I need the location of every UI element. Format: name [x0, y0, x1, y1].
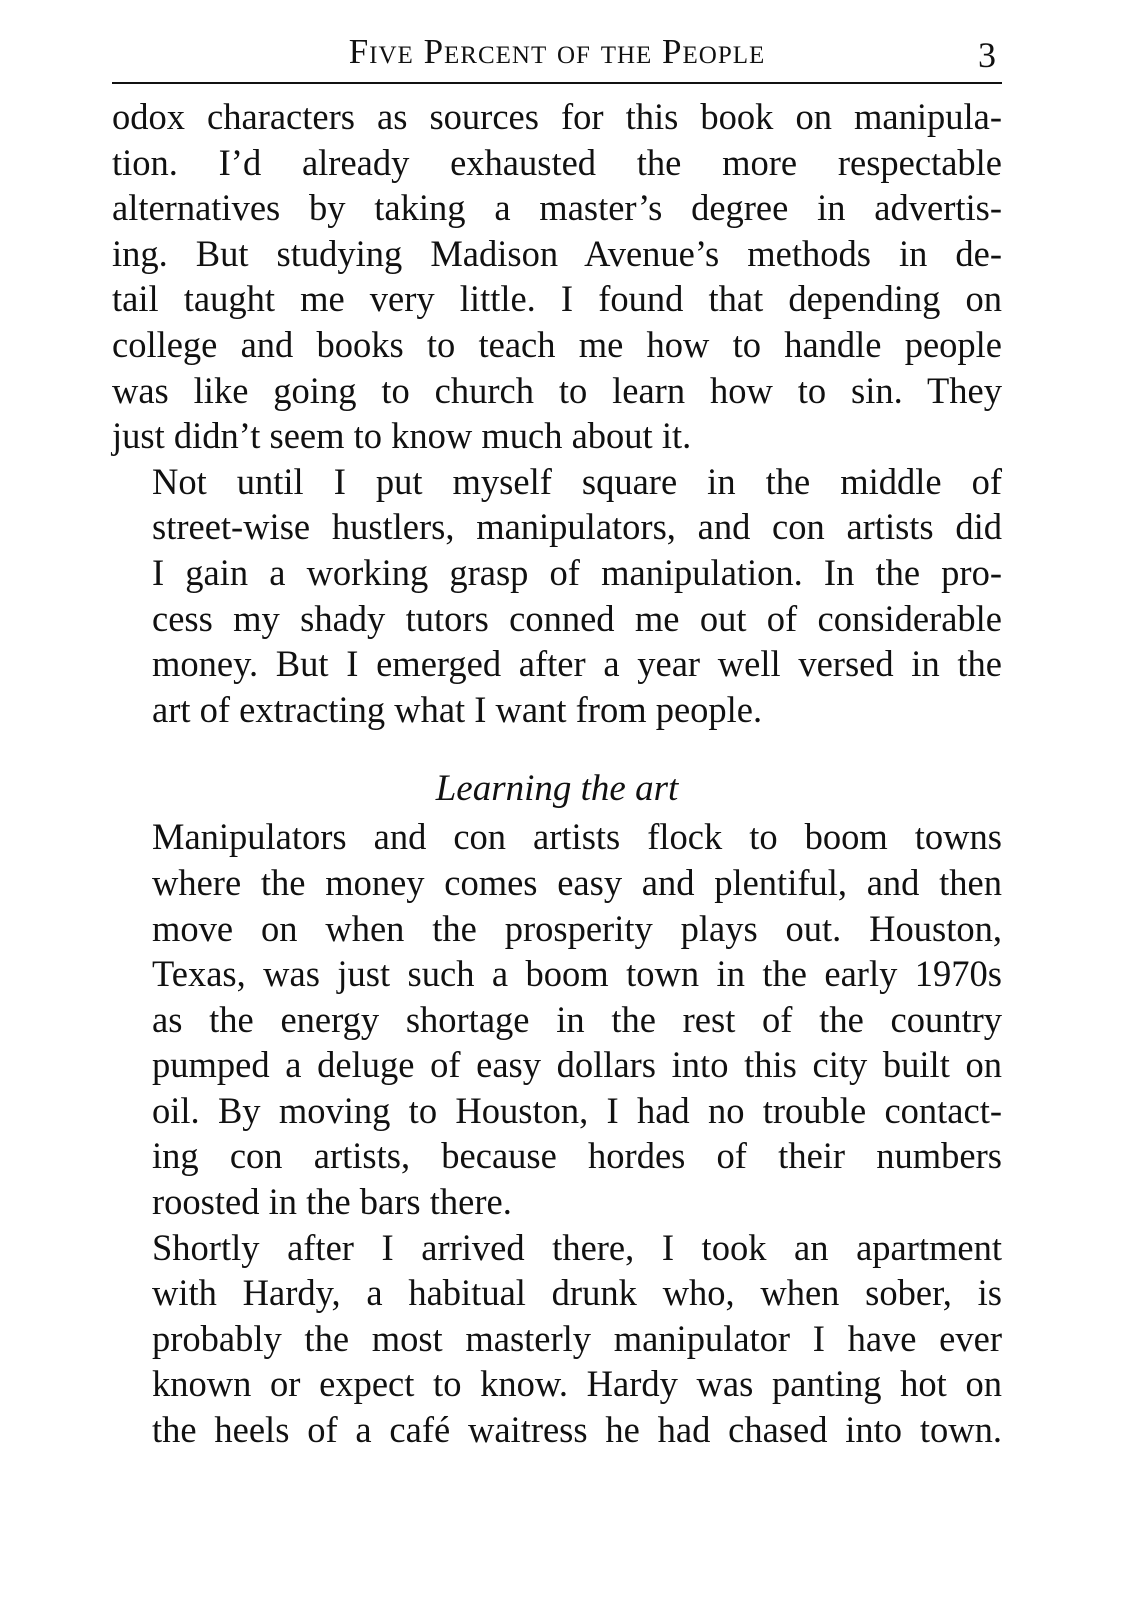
text-line: cess my shady tutors conned me out of considerable — [152, 597, 1002, 639]
text-line: alternatives by taking a master’s degree in advertis- — [112, 187, 1002, 229]
text-line: street-wise hustlers, manipulators, and con artists did — [152, 506, 1002, 548]
text-line: oil. By moving to Houston, I had no trouble contact- — [152, 1089, 1002, 1131]
section-heading: Learning the art — [435, 768, 679, 810]
text-line: art of extracting what I want from people. — [152, 688, 763, 730]
text-line: where the money comes easy and plentiful, and then — [152, 861, 1002, 903]
paragraph — [112, 1225, 1002, 1453]
text-line: with Hardy, a habitual drunk who, when sober, is — [152, 1272, 1002, 1314]
text-line: tail taught me very little. I found that depending on — [112, 278, 1002, 320]
text-line: college and books to teach me how to handle people — [112, 323, 1002, 365]
text-line: roosted in the bars there. — [152, 1181, 512, 1223]
text-line: Shortly after I arrived there, I took an apartment — [152, 1226, 1002, 1268]
paragraph — [112, 94, 1002, 459]
paragraph — [112, 814, 1002, 1224]
text-line: known or expect to know. Hardy was panting hot on — [152, 1363, 1002, 1405]
text-line: probably the most masterly manipulator I have ever — [152, 1317, 1002, 1359]
running-title: Five Percent of the People — [348, 32, 766, 71]
text-line: move on when the prosperity plays out. Houston, — [152, 907, 1002, 949]
text-line: ing con artists, because hordes of their numbers — [152, 1135, 1002, 1177]
paragraph — [112, 459, 1002, 733]
page-number: 3 — [978, 35, 996, 75]
running-header — [112, 30, 1002, 84]
text-line: as the energy shortage in the rest of the country — [152, 998, 1002, 1040]
body-text — [112, 94, 1002, 1453]
text-line: odox characters as sources for this book on manipula- — [112, 96, 1002, 137]
text-line: Manipulators and con artists flock to boom towns — [152, 816, 1002, 858]
text-line: tion. I’d already exhausted the more respectable — [112, 141, 1002, 183]
text-line: just didn’t seem to know much about it. — [112, 415, 692, 457]
text-line: money. But I emerged after a year well versed in the — [152, 643, 1002, 685]
text-line: was like going to church to learn how to sin. They — [112, 369, 1002, 411]
text-line: Not until I put myself square in the middle of — [152, 460, 1002, 502]
text-line: ing. But studying Madison Avenue’s methods in de- — [112, 232, 1002, 274]
book-page — [112, 30, 1002, 1453]
text-line: the heels of a café waitress he had chased into town. — [152, 1409, 1002, 1451]
text-line: I gain a working grasp of manipulation. In the pro- — [152, 551, 1002, 593]
text-line: Texas, was just such a boom town in the early 1970s — [152, 953, 1002, 995]
text-line: pumped a deluge of easy dollars into this city built on — [152, 1044, 1002, 1086]
